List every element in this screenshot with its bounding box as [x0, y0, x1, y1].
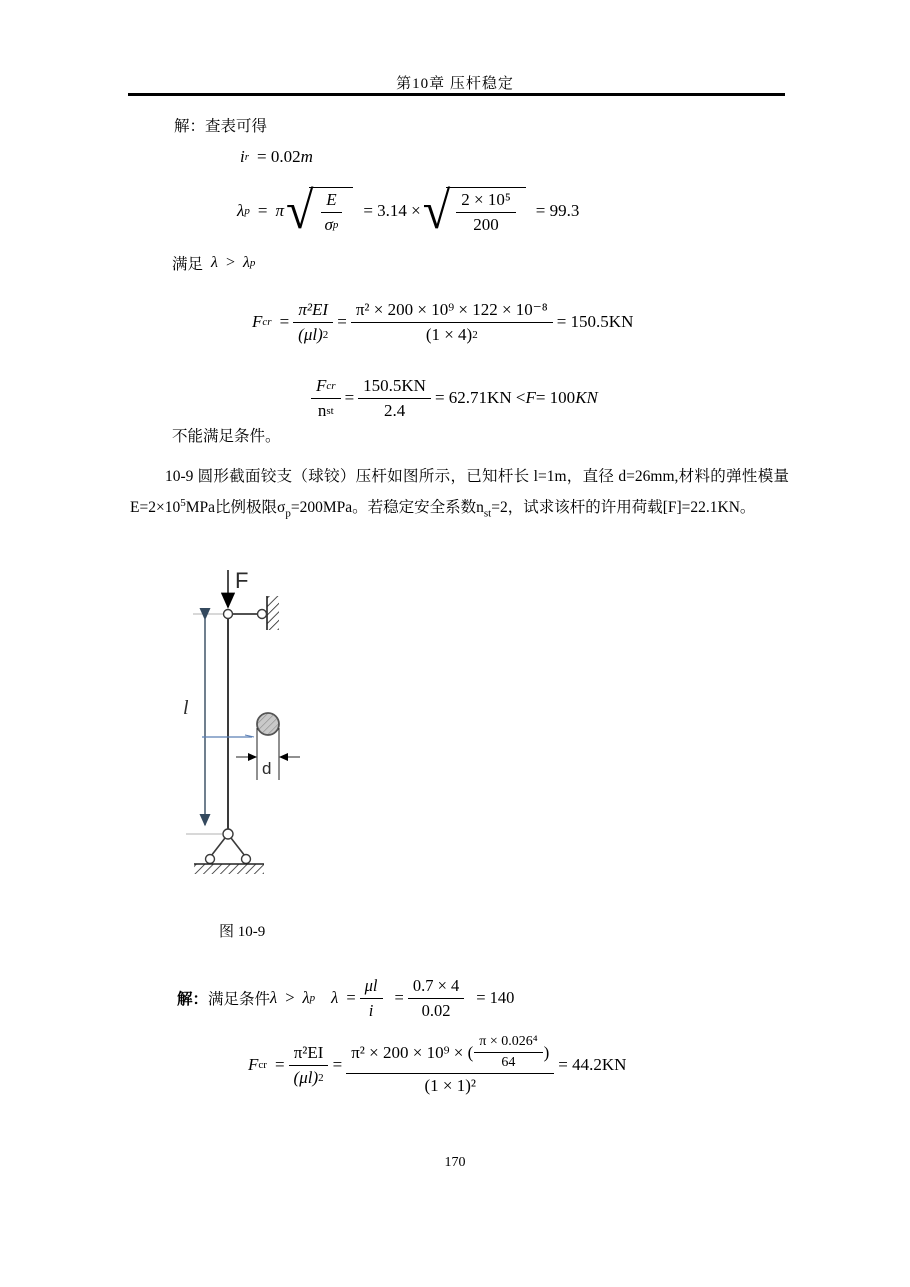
var-F-sub: cr	[262, 316, 272, 328]
chapter-header: 第10章 压杆稳定	[396, 76, 514, 92]
lambda-p: λ	[242, 254, 250, 271]
lambda-p-sub: p	[249, 257, 256, 269]
figure-caption: 图 10-9	[219, 924, 266, 940]
frac-num: 0.7 × 4	[408, 976, 464, 999]
den-sup: 2	[318, 1071, 324, 1084]
solution1-label: 解：查表可得	[174, 118, 268, 135]
frac-den: 0.02	[421, 1000, 451, 1020]
frac-den: i	[368, 1000, 374, 1020]
condition-line	[172, 252, 255, 274]
var-lambda-sub: p	[244, 205, 250, 217]
result: = 150.5KN	[556, 312, 634, 331]
problem-sub-st: st	[483, 507, 492, 520]
frac-num: E	[321, 190, 341, 213]
support-leg-left	[211, 838, 225, 856]
problem-seg1: 10-9 圆形截面铰支（球铰）压杆如图所示，已知杆长 l=1m，直径 d=26mm,材料的弹性模量 E=2×10	[130, 468, 789, 517]
frac-numeric	[351, 300, 553, 345]
frac-pi2EI	[293, 300, 333, 345]
frac-num: π² × 200 × 10⁹ × 122 × 10⁻⁸	[351, 300, 553, 323]
unit: m	[300, 147, 313, 166]
formula-radius-gyration	[240, 147, 313, 167]
result2: = 100	[535, 388, 576, 407]
problem-seg3: =200MPa。若稳定安全系数n	[290, 499, 484, 517]
radical-sign: √	[422, 180, 451, 240]
lambda: λ	[270, 988, 278, 1007]
var-F: F	[248, 1055, 259, 1074]
formula-fcr-2	[248, 1028, 626, 1102]
var-lambda: λ	[237, 201, 245, 220]
frac-big	[346, 1034, 554, 1096]
wall-pin	[258, 610, 267, 619]
frac-E-sigma	[319, 190, 343, 235]
frac-Fcr-nst	[311, 376, 341, 421]
F: F	[316, 375, 327, 395]
var-F-sub: cr	[258, 1059, 267, 1071]
frac-mul-i	[360, 976, 383, 1021]
eq: =	[346, 988, 356, 1007]
ground-hatch	[194, 864, 264, 874]
problem-sub-p: p	[285, 507, 291, 520]
top-pin	[224, 610, 233, 619]
radical-sign: √	[286, 180, 314, 240]
eq2: =	[332, 1055, 343, 1074]
condition-text: 满足	[172, 256, 204, 273]
result: = 140	[476, 988, 515, 1007]
eq2: =	[337, 312, 347, 331]
eq2: =	[394, 988, 404, 1007]
n-sub: st	[326, 404, 334, 417]
den-sup: 2	[472, 328, 478, 341]
lambda2: λ	[331, 988, 339, 1007]
problem-seg4: =2，试求该杆的许用荷载[F]=22.1KN。	[491, 499, 756, 517]
frac-2e5-200	[456, 190, 516, 235]
eq: =	[257, 201, 268, 220]
radical-1	[286, 180, 353, 240]
sigma: σ	[324, 215, 333, 234]
formula-fcr-1	[252, 290, 633, 354]
frac-den: 200	[473, 215, 499, 234]
problem-seg2: MPa比例极限σ	[185, 499, 286, 517]
mu-l: (μl)	[293, 1067, 319, 1087]
eq2: = 3.14 ×	[363, 201, 421, 220]
eq: =	[274, 1055, 285, 1074]
eq: =	[344, 388, 355, 407]
F-var: F	[525, 388, 536, 407]
support-roller-right	[242, 855, 251, 864]
nested-num: π × 0.026⁴	[474, 1034, 542, 1053]
value: = 0.02	[257, 147, 301, 166]
radical-2	[422, 180, 526, 240]
var-F: F	[252, 312, 263, 331]
support-roller-left	[206, 855, 215, 864]
conclusion-text: 不能满足条件。	[172, 428, 281, 445]
lambda-p-sub: p	[309, 992, 316, 1004]
den-sup: 2	[322, 328, 329, 341]
column-figure	[150, 562, 410, 892]
gt: >	[285, 988, 295, 1007]
var-i-sub: r	[244, 151, 250, 163]
frac-den: (1 × 1)²	[424, 1076, 476, 1095]
pi: π	[275, 201, 284, 220]
problem-statement	[130, 464, 789, 526]
solution2-condition: 满足条件	[208, 991, 271, 1008]
frac-pi2EI	[289, 1043, 329, 1088]
frac-num: μl	[360, 976, 383, 999]
frac-num: 2 × 10⁵	[456, 190, 516, 213]
solution2-label: 解：	[177, 991, 209, 1008]
eq: =	[279, 312, 290, 331]
formula-check	[307, 370, 598, 426]
num-suffix: )	[543, 1042, 550, 1062]
result: = 62.71KN <	[434, 388, 526, 407]
num-prefix: π² × 200 × 10⁹ × (	[351, 1042, 474, 1062]
force-label: F	[235, 568, 249, 593]
frac-150-24	[358, 376, 431, 421]
problem-sup-5: 5	[180, 497, 186, 509]
result: = 44.2KN	[558, 1055, 627, 1074]
frac-num: 150.5KN	[358, 376, 431, 399]
frac-num: π²EI	[289, 1043, 329, 1066]
bottom-pin	[223, 829, 233, 839]
frac-num: π²EI	[293, 300, 333, 323]
n: n	[317, 400, 327, 420]
solution2-line	[177, 972, 514, 1024]
den-base: (1 × 4)	[425, 324, 473, 344]
sigma-sub: p	[332, 219, 339, 231]
lambda-p: λ	[302, 988, 310, 1007]
F-sub: cr	[326, 379, 336, 392]
wall-hatch	[267, 596, 279, 630]
support-leg-right	[231, 838, 245, 856]
result: = 99.3	[535, 201, 580, 220]
lambda: λ	[211, 254, 218, 271]
length-label: l	[183, 697, 189, 719]
gt: >	[225, 254, 235, 271]
mu-l: (μl)	[298, 324, 323, 344]
frac-den: 2.4	[383, 400, 406, 420]
var-i: i	[240, 147, 245, 166]
formula-lambda-p	[237, 180, 579, 242]
header-rule	[128, 93, 785, 96]
frac-07x4	[408, 976, 464, 1021]
page-number: 170	[444, 1155, 466, 1170]
nested-den: 64	[501, 1055, 516, 1070]
unit: KN	[575, 388, 598, 407]
nested-frac	[474, 1034, 542, 1071]
diameter-label: d	[262, 759, 272, 778]
cross-section-circle	[257, 713, 279, 735]
